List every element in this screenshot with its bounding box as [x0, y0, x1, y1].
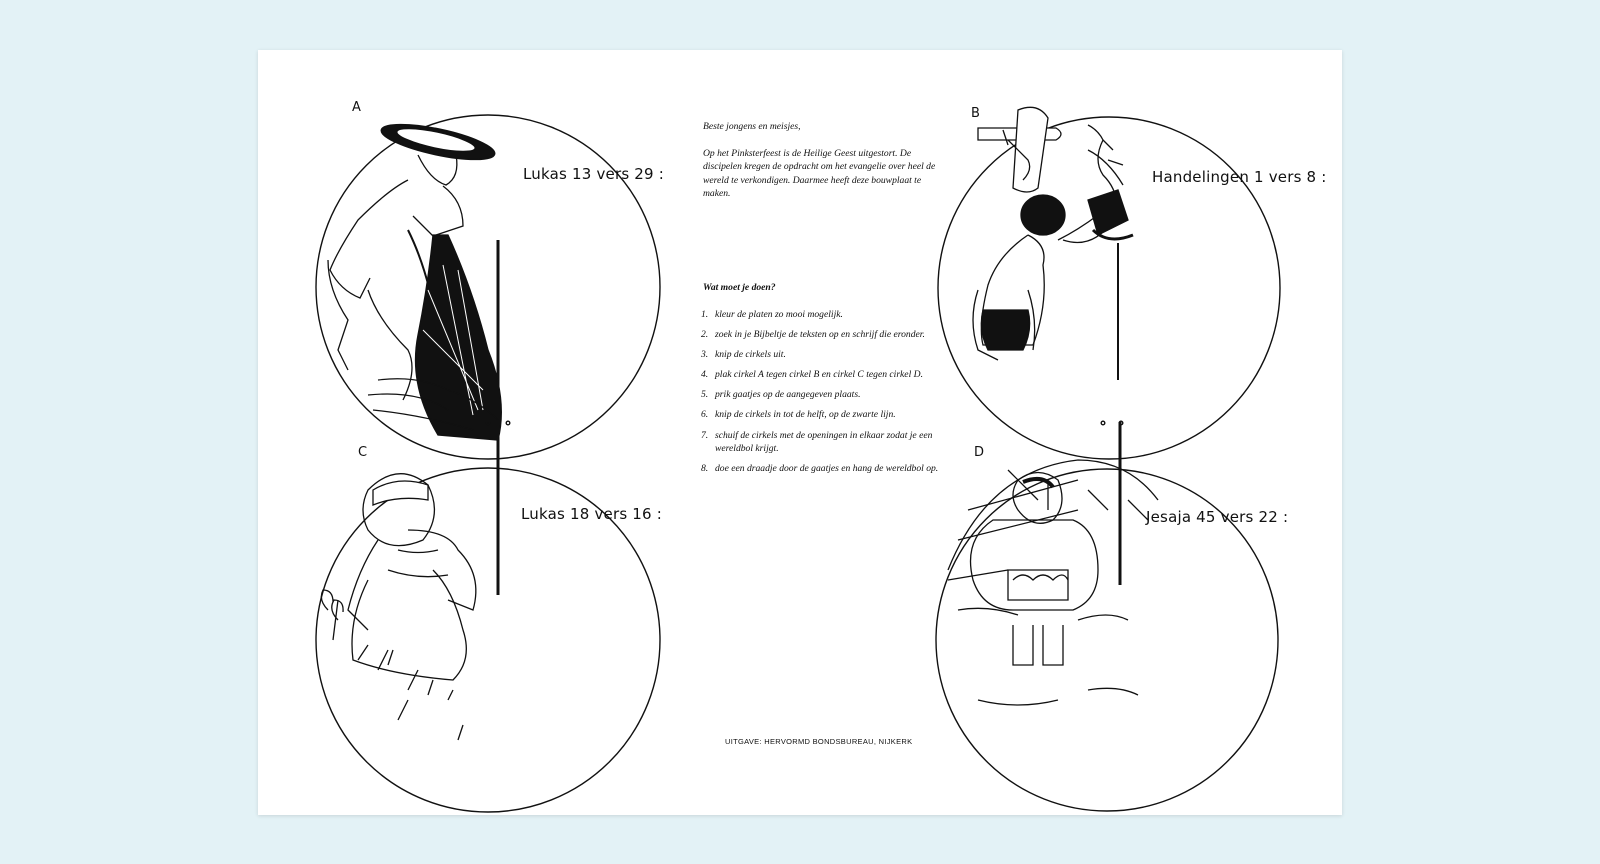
- worksheet-page: [258, 50, 1342, 815]
- instruction-step: [701, 462, 941, 476]
- verse-reference-d: Jesaja 45 vers 22 :: [1146, 508, 1289, 526]
- child-before-igloo-illustration: [948, 460, 1158, 705]
- instructions-title: Wat moet je doen?: [703, 282, 776, 293]
- step-number: 2.: [701, 329, 709, 341]
- girl-picking-flowers-illustration: [321, 474, 476, 740]
- instruction-step: [701, 408, 941, 422]
- step-text: schuif de cirkels met de openingen in elkaar zodat je een wereldbol krijgt.: [715, 429, 933, 455]
- instruction-step: [701, 348, 941, 362]
- step-number: 7.: [701, 429, 709, 441]
- circle-d: [936, 421, 1278, 811]
- step-number: 3.: [701, 349, 709, 361]
- boy-with-fishing-net-illustration: [328, 117, 501, 440]
- verse-reference-a: Lukas 13 vers 29 :: [523, 165, 665, 183]
- instruction-step: [701, 308, 941, 322]
- step-text: kleur de platen zo mooi mogelijk.: [715, 309, 843, 320]
- boy-at-well-illustration: [973, 107, 1133, 360]
- verse-reference-b: Handelingen 1 vers 8 :: [1152, 168, 1327, 186]
- letter-body: Op het Pinksterfeest is de Heilige Geest uitgestort. De discipelen kregen de opdracht om het evangelie over heel de wereld te verkondigen. Daarmee heeft deze bouwplaat te maken.: [703, 147, 936, 200]
- letter-greeting: Beste jongens en meisjes,: [703, 121, 801, 132]
- circle-c-letter: C: [358, 445, 368, 460]
- step-text: knip de cirkels in tot de helft, op de zwarte lijn.: [715, 409, 896, 421]
- circle-b-letter: B: [971, 106, 980, 121]
- instruction-step: [701, 328, 941, 342]
- step-number: 5.: [701, 389, 709, 401]
- instruction-step: [701, 429, 941, 456]
- verse-reference-c: Lukas 18 vers 16 :: [521, 505, 663, 523]
- intro-letter: [703, 120, 943, 214]
- step-number: 4.: [701, 369, 709, 381]
- step-text: knip de cirkels uit.: [715, 349, 786, 361]
- circle-a-letter: A: [352, 100, 361, 115]
- instruction-step: [701, 368, 941, 382]
- step-text: zoek in je Bijbeltje de teksten op en schrijf die eronder.: [715, 329, 925, 341]
- instructions-list: [701, 308, 941, 482]
- circle-c: [316, 420, 663, 812]
- circle-d-letter: D: [974, 445, 985, 460]
- publisher-footer: UITGAVE: HERVORMD BONDSBUREAU, NIJKERK: [725, 737, 913, 746]
- step-text: prik gaatjes op de aangegeven plaats.: [715, 389, 861, 401]
- step-number: 6.: [701, 409, 709, 421]
- step-number: 8.: [701, 463, 709, 475]
- instruction-step: [701, 388, 941, 402]
- step-number: 1.: [701, 309, 709, 320]
- circle-b: [938, 107, 1280, 459]
- step-text: doe een draadje door de gaatjes en hang de wereldbol op.: [715, 463, 939, 475]
- step-text: plak cirkel A tegen cirkel B en cirkel C tegen cirkel D.: [715, 369, 923, 381]
